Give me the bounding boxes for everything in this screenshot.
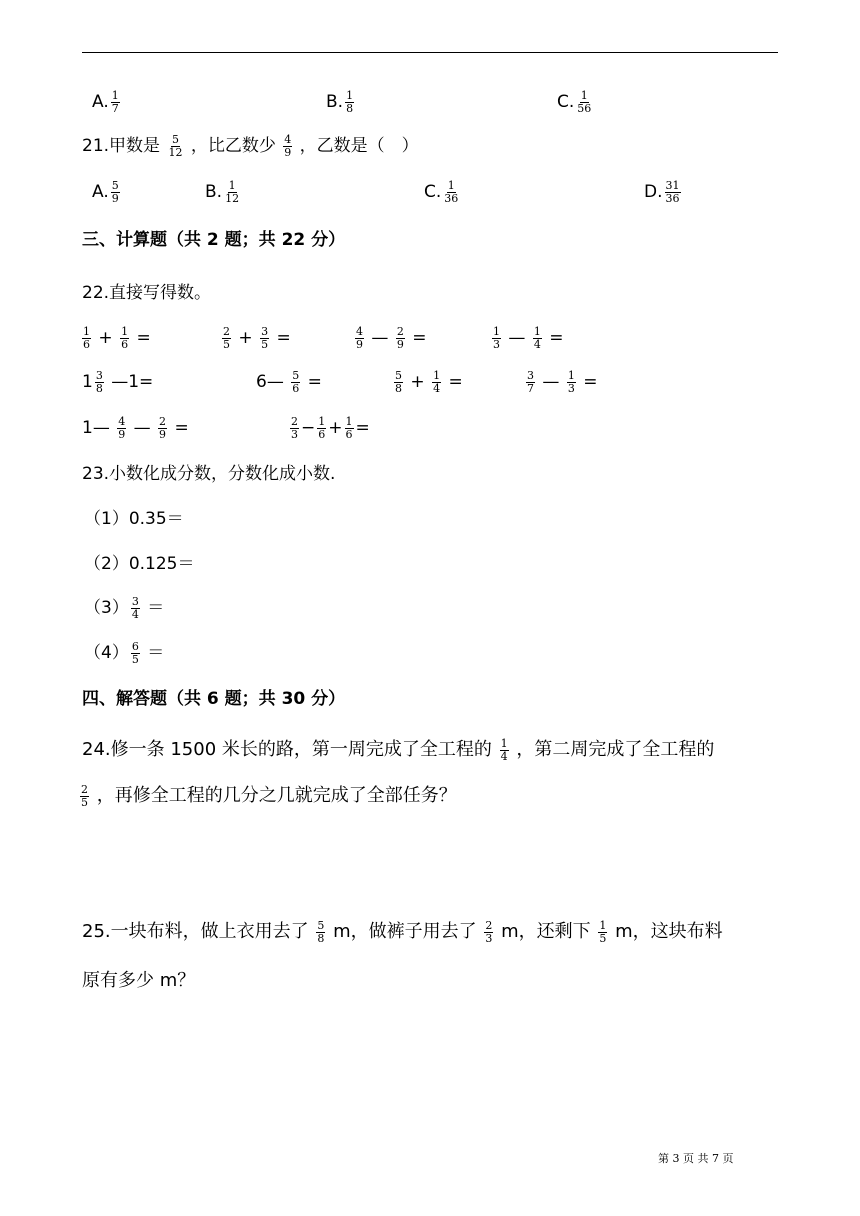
fraction: $\frac{1}{8}$ [346,89,354,115]
fraction: $\frac{1}{12}$ [225,179,240,205]
fraction: $\frac{1}{4}$ [433,369,441,395]
fraction: $\frac{5}{12}$ [168,133,183,159]
fraction: $\frac{3}{8}$ [95,369,103,395]
q22-expression: $\frac{5}{8}$ + $\frac{1}{4}$ = [395,369,463,395]
fraction: $\frac{2}{9}$ [396,325,404,351]
q23-item-1: （1）0.35＝ [84,509,184,529]
q22-expression: 6— $\frac{5}{6}$ = [256,369,322,395]
q22-expression: $\frac{1}{6}$ + $\frac{1}{6}$ = [83,325,151,351]
fraction: $\frac{5}{8}$ [395,369,402,395]
fraction: $\frac{31}{36}$ [665,179,680,205]
fraction: $\frac{2}{5}$ [81,783,88,809]
q22-expression: $\frac{1}{3}$ — $\frac{1}{4}$ = [493,325,564,351]
q20-option-b: B. $\frac{1}{8}$ [326,89,354,115]
q22-title: 22.直接写得数。 [82,283,212,303]
q25-line-1: 25.一块布料，做上衣用去了 $\frac{5}{8}$ m，做裤子用去了 $\frac{2}{3}$ m，还剩下 $\frac{1}{5}$ m，这块布料 [82,919,723,945]
fraction: $\frac{2}{5}$ [223,325,230,351]
q22-expression: 1— $\frac{4}{9}$ — $\frac{2}{9}$ = [82,415,189,441]
fraction: $\frac{5}{8}$ [317,919,325,945]
fraction: $\frac{3}{5}$ [261,325,269,351]
section-heading: 四、解答题（共 6 题；共 30 分） [82,689,346,709]
q21-option-b: B. $\frac{1}{12}$ [205,179,240,205]
fraction: $\frac{2}{3}$ [485,919,493,945]
q23-item-2: （2）0.125＝ [84,554,195,574]
q25-line-2: 原有多少 m？ [82,970,196,991]
section-heading: 三、计算题（共 2 题；共 22 分） [82,230,346,250]
fraction: $\frac{1}{3}$ [493,325,500,351]
page-number: 第 3 页 共 7 页 [658,1152,734,1165]
q23-item-4: （4） $\frac{6}{5}$ ＝ [84,640,165,666]
fraction: $\frac{4}{9}$ [284,133,292,159]
fraction: $\frac{3}{4}$ [131,595,139,621]
q20-option-c: C. $\frac{1}{56}$ [557,89,592,115]
q23-item-3: （3） $\frac{3}{4}$ ＝ [84,595,165,621]
fraction: $\frac{2}{3}$ [291,415,298,441]
fraction: $\frac{1}{7}$ [111,89,119,115]
q23-title: 23.小数化成分数，分数化成小数. [82,464,336,484]
q22-expression: $\frac{3}{7}$ — $\frac{1}{3}$ = [527,369,598,395]
q22-expression: $\frac{4}{9}$ — $\frac{2}{9}$ = [356,325,427,351]
fraction: $\frac{6}{5}$ [131,640,139,666]
fraction: $\frac{2}{9}$ [159,415,167,441]
q20-option-a: A. $\frac{1}{7}$ [92,89,119,115]
fraction: $\frac{5}{6}$ [292,369,300,395]
q22-expression: 1 $\frac{3}{8}$ —1= [82,369,154,395]
fraction: $\frac{5}{9}$ [111,179,119,205]
fraction: $\frac{1}{3}$ [567,369,575,395]
q21-stem: 21.甲数是 $\frac{5}{12}$ ，比乙数少 $\frac{4}{9}$ ，乙数是（ ） [82,133,419,159]
q22-expression: $\frac{2}{5}$ + $\frac{3}{5}$ = [223,325,291,351]
q22-expression: $\frac{2}{3}$ − $\frac{1}{6}$ + $\frac{1}{6}$ = [291,415,370,441]
q21-option-d: D. $\frac{31}{36}$ [644,179,680,205]
q21-option-c: C. $\frac{1}{36}$ [424,179,459,205]
q24-line-1: 24.修一条 1500 米长的路，第一周完成了全工程的 $\frac{1}{4}$ ，第二周完成了全工程的 [82,737,715,763]
fraction: $\frac{1}{6}$ [345,415,353,441]
fraction: $\frac{3}{7}$ [527,369,534,395]
fraction: $\frac{1}{6}$ [318,415,326,441]
fraction: $\frac{1}{36}$ [444,179,459,205]
fraction: $\frac{1}{4}$ [500,737,508,763]
fraction: $\frac{4}{9}$ [356,325,363,351]
fraction: $\frac{1}{56}$ [577,89,592,115]
fraction: $\frac{4}{9}$ [118,415,126,441]
q24-line-2: $\frac{2}{5}$ ，再修全工程的几分之几就完成了全部任务？ [81,783,457,809]
header-rule [82,52,778,53]
fraction: $\frac{1}{6}$ [83,325,90,351]
q21-option-a: A. $\frac{5}{9}$ [92,179,119,205]
fraction: $\frac{1}{4}$ [533,325,541,351]
fraction: $\frac{1}{5}$ [599,919,607,945]
fraction: $\frac{1}{6}$ [121,325,129,351]
